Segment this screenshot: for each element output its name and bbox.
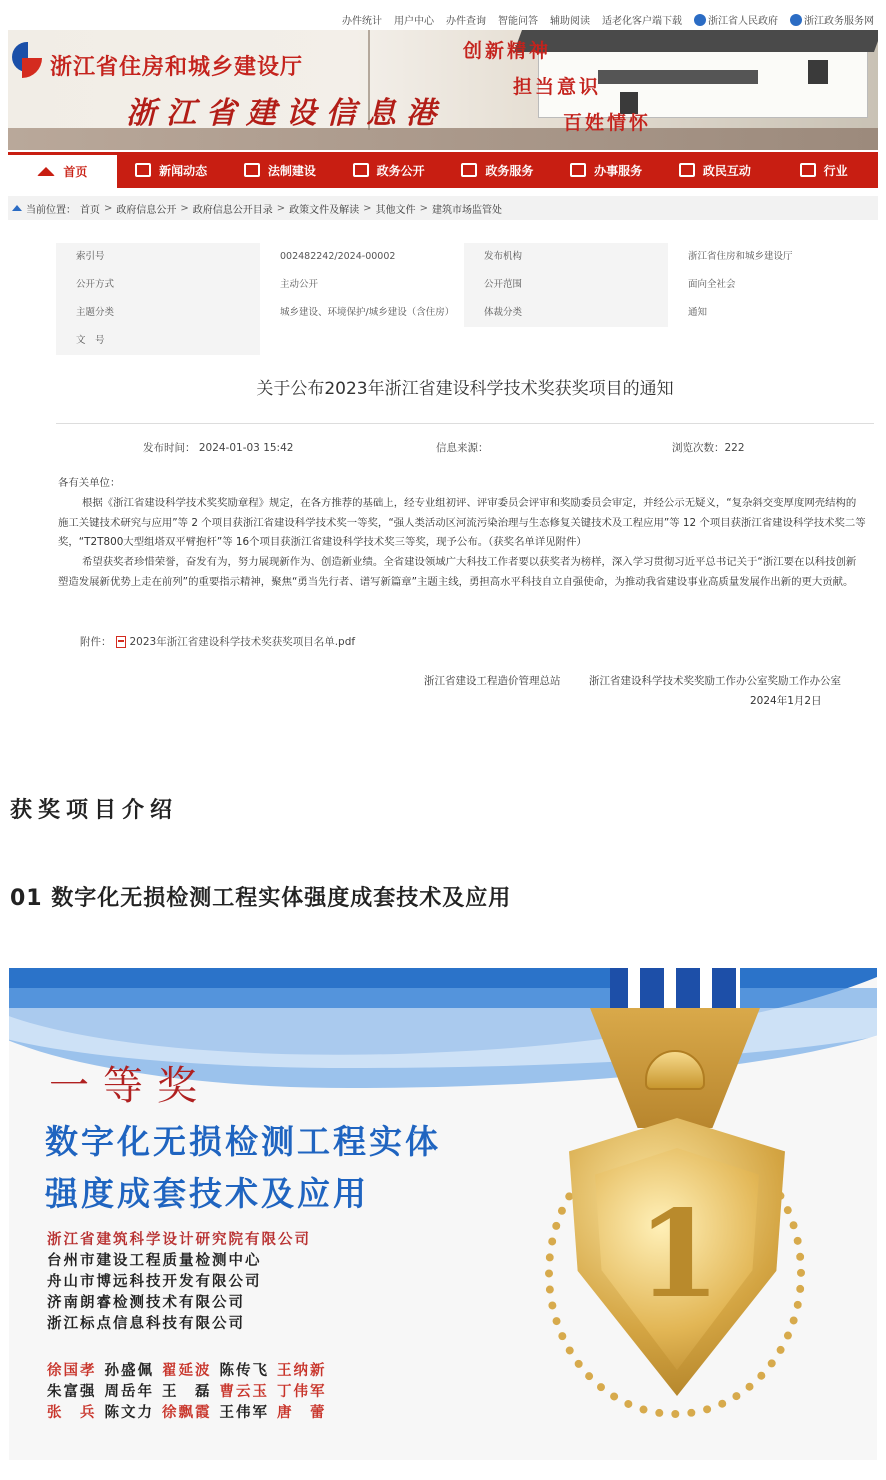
nav-label: 法制建设 xyxy=(267,163,316,178)
home-icon xyxy=(37,167,55,176)
info-label: 主题分类 xyxy=(56,299,260,327)
table-row xyxy=(56,327,874,355)
team-member-name: 王纳新 xyxy=(277,1363,327,1379)
link-stats[interactable]: 办件统计 xyxy=(342,16,382,27)
breadcrumb xyxy=(8,196,878,220)
globe-icon xyxy=(790,14,802,26)
department-logo[interactable] xyxy=(12,42,44,80)
nav-item-disclosure[interactable] xyxy=(334,152,443,188)
info-value: 面向全社会 xyxy=(688,279,736,290)
body-paragraph: 根据《浙江省建设科学技术奖奖励章程》规定，在各方推荐的基础上，经专业组初评、评审委员会评审和奖励委员会审定，并经公示无疑义，“复杂斜交变厚度网壳结构的施工关键技术研究与应用”等 2 个项目获浙江省建设科学技术奖一等奖，“强人类活动区河流污染治理与生态修复关键技术及工程应用”等 12 个项目获浙江省建设科学技术奖二等奖，“T2T800大型组塔双平臂抱杆”等 16个项目获浙江省建设科学技术奖三等奖，现予公布。（获奖名单详见附件） xyxy=(58,497,866,549)
info-value: 浙江省住房和城乡建设厅 xyxy=(688,251,793,262)
slogan: 担当意识 xyxy=(513,76,602,98)
info-label: 公开范围 xyxy=(464,271,668,299)
people-row xyxy=(47,1401,335,1422)
signer: 浙江省建设科学技术奖奖励工作办公室奖励工作办公室 xyxy=(589,675,841,687)
main-nav xyxy=(8,152,878,188)
team-member-name: 朱富强 xyxy=(47,1384,97,1400)
banner-roof-lower xyxy=(598,70,758,84)
team-member-name: 孙盛佩 xyxy=(104,1363,154,1379)
utility-bar xyxy=(8,8,878,30)
document-icon xyxy=(353,163,369,177)
nav-label: 政务公开 xyxy=(376,163,425,178)
link-elderly-app[interactable]: 适老化客户端下载 xyxy=(602,16,682,27)
link-gov-service-label: 浙江政务服务网 xyxy=(804,16,874,27)
body-paragraph: 希望获奖者珍惜荣誉，奋发有为，努力展现新作为、创造新业绩。全省建设领域广大科技工作者要以获奖者为榜样，深入学习贯彻习近平总书记关于“浙江要在以科技创新塑造发展新优势上走在前列”的重要指示精神，聚焦“勇当先行者、谱写新篇章”主题主线，勇担高水平科技自立自强使命，为推动我省建设事业高质量发展作出新的更大贡献。 xyxy=(58,556,857,588)
info-value: 002482242/2024-00002 xyxy=(280,251,396,262)
info-value xyxy=(260,327,464,355)
award-poster xyxy=(9,968,877,1460)
sign-date: 2024年1月2日 xyxy=(750,695,822,707)
breadcrumb-link[interactable]: 政府信息公开目录 xyxy=(192,204,273,216)
globe-icon xyxy=(694,14,706,26)
document-info-table xyxy=(56,243,874,355)
info-label: 文 号 xyxy=(56,327,260,355)
nav-item-news[interactable] xyxy=(117,152,226,188)
team-member-name: 陈文力 xyxy=(104,1405,154,1421)
award-grade: 一等奖 xyxy=(49,1063,211,1109)
site-banner xyxy=(8,30,878,150)
slogan: 百姓情怀 xyxy=(563,112,652,134)
project-heading: 01 数字化无损检测工程实体强度成套技术及应用 xyxy=(10,886,512,911)
lead-organization: 浙江省建筑科学设计研究院有限公司 xyxy=(47,1232,311,1248)
service-icon xyxy=(461,163,477,177)
team-member-name: 陈传飞 xyxy=(219,1363,269,1379)
breadcrumb-link[interactable]: 政策文件及解读 xyxy=(289,204,360,216)
nav-label: 行业 xyxy=(823,163,848,178)
section-heading: 获奖项目介绍 xyxy=(10,798,179,823)
info-label: 发布机构 xyxy=(464,243,668,271)
banner-window xyxy=(808,60,828,84)
team-member-name: 翟延波 xyxy=(162,1363,212,1379)
team-member-name: 张 兵 xyxy=(47,1405,97,1421)
breadcrumb-separator: > xyxy=(419,202,428,214)
breadcrumb-prefix: 当前位置： xyxy=(26,204,76,216)
organization: 浙江标点信息科技有限公司 xyxy=(47,1316,245,1332)
poster-title-line: 强度成套技术及应用 xyxy=(45,1174,369,1213)
team-member-name: 徐国孝 xyxy=(47,1363,97,1379)
nav-label: 新闻动态 xyxy=(159,163,208,178)
nav-label: 政民互动 xyxy=(702,163,751,178)
link-reading-aid[interactable]: 辅助阅读 xyxy=(550,16,590,27)
breadcrumb-separator: > xyxy=(363,202,372,214)
salutation: 各有关单位： xyxy=(58,477,121,489)
team-member-name: 丁伟军 xyxy=(277,1384,327,1400)
link-user-center[interactable]: 用户中心 xyxy=(394,16,434,27)
nav-item-interaction[interactable] xyxy=(661,152,770,188)
publish-time: 发布时间： 2024-01-03 15:42 xyxy=(143,442,294,454)
attachment-link[interactable]: 2023年浙江省建设科学技术奖获奖项目名单.pdf xyxy=(129,636,356,648)
link-province-gov-label: 浙江省人民政府 xyxy=(708,16,778,27)
team-member-name: 唐 蕾 xyxy=(277,1405,327,1421)
team-member-name: 曹云玉 xyxy=(219,1384,269,1400)
banner-roof xyxy=(514,30,878,52)
table-row xyxy=(56,271,874,299)
breadcrumb-link[interactable]: 建筑市场监管处 xyxy=(431,204,502,216)
info-value: 通知 xyxy=(688,307,708,318)
poster-title-line: 数字化无损检测工程实体 xyxy=(45,1122,441,1161)
people-row xyxy=(47,1380,335,1401)
pdf-icon xyxy=(116,636,126,648)
info-source: 信息来源： xyxy=(436,442,489,454)
table-row xyxy=(56,299,874,327)
organization: 舟山市博远科技开发有限公司 xyxy=(47,1274,262,1290)
view-count: 浏览次数：222 xyxy=(672,442,745,454)
nav-label: 首页 xyxy=(63,165,88,179)
link-province-gov[interactable] xyxy=(694,12,778,27)
link-qa[interactable]: 智能问答 xyxy=(498,16,538,27)
breadcrumb-link[interactable]: 首页 xyxy=(80,204,100,216)
team-member-name: 周岳年 xyxy=(104,1384,154,1400)
nav-label: 办事服务 xyxy=(594,163,643,178)
breadcrumb-separator: > xyxy=(104,202,113,214)
user-icon xyxy=(800,163,816,177)
breadcrumb-separator: > xyxy=(180,202,189,214)
link-query[interactable]: 办件查询 xyxy=(446,16,486,27)
link-gov-service[interactable] xyxy=(790,12,874,27)
nav-item-affairs[interactable] xyxy=(552,152,661,188)
table-row xyxy=(56,243,874,271)
slogan: 创新精神 xyxy=(463,40,552,62)
breadcrumb-link[interactable]: 政府信息公开 xyxy=(116,204,177,216)
people-row xyxy=(47,1359,335,1380)
attachment-label: 附件： xyxy=(80,636,112,648)
info-value xyxy=(668,327,872,355)
team-member-name: 徐飘霞 xyxy=(162,1405,212,1421)
team-member-name: 王伟军 xyxy=(219,1405,269,1421)
breadcrumb-link[interactable]: 其他文件 xyxy=(375,204,416,216)
nav-item-gov-service[interactable] xyxy=(443,152,552,188)
chat-icon xyxy=(679,163,695,177)
utility-links xyxy=(342,12,874,27)
newspaper-icon xyxy=(135,163,151,177)
monitor-icon xyxy=(570,163,586,177)
info-value: 城乡建设、环境保护/城乡建设（含住房） xyxy=(280,307,455,318)
nav-item-home[interactable] xyxy=(8,152,117,188)
info-label: 公开方式 xyxy=(56,271,260,299)
attachment xyxy=(80,634,355,649)
info-label: 体裁分类 xyxy=(464,299,668,327)
breadcrumb-separator: > xyxy=(276,202,286,214)
layers-icon xyxy=(244,163,260,177)
divider xyxy=(56,423,874,424)
organization: 台州市建设工程质量检测中心 xyxy=(47,1253,262,1269)
department-name[interactable]: 浙江省住房和城乡建设厅 xyxy=(50,54,304,80)
document-title: 关于公布2023年浙江省建设科学技术奖获奖项目的通知 xyxy=(256,379,674,399)
team-member-name: 王 磊 xyxy=(162,1384,212,1400)
nav-item-industry[interactable] xyxy=(769,152,878,188)
signer: 浙江省建设工程造价管理总站 xyxy=(424,675,561,687)
info-label: 索引号 xyxy=(56,243,260,271)
info-value: 主动公开 xyxy=(280,279,319,290)
portal-name: 浙江省建设信息港 xyxy=(126,96,446,131)
nav-item-legal[interactable] xyxy=(226,152,335,188)
organization: 济南朗睿检测技术有限公司 xyxy=(47,1295,245,1311)
medal-number: 1 xyxy=(637,1184,721,1325)
nav-label: 政务服务 xyxy=(485,163,534,178)
home-icon xyxy=(12,205,22,211)
info-value xyxy=(464,327,668,355)
